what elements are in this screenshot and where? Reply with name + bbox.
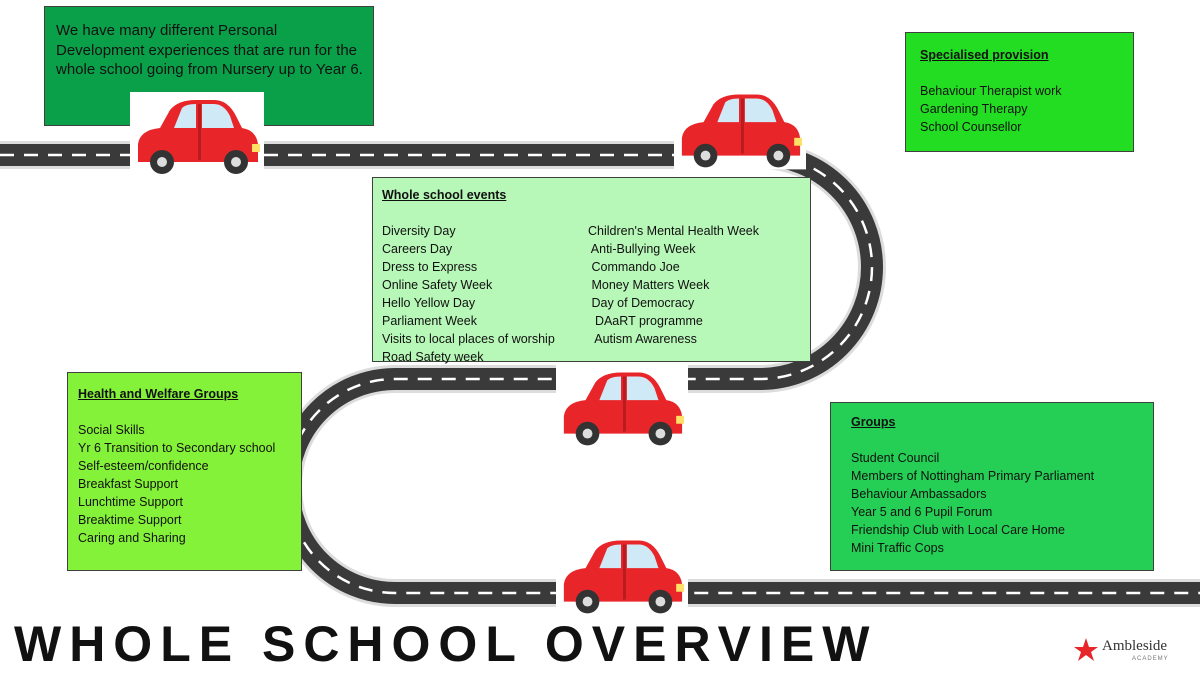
event-item: Diversity Day (382, 224, 456, 238)
car-icon (130, 92, 264, 176)
health-item: Lunchtime Support (78, 495, 183, 509)
event-item: Children's Mental Health Week (588, 224, 759, 238)
specialised-item: School Counsellor (920, 120, 1022, 134)
health-item: Caring and Sharing (78, 531, 186, 545)
events-left-column (382, 222, 588, 366)
events-right-column (588, 222, 759, 366)
logo-subtitle: ACADEMY (1132, 656, 1169, 662)
event-item: Anti-Bullying Week (588, 242, 696, 256)
health-item: Breakfast Support (78, 477, 179, 491)
groups-item: Members of Nottingham Primary Parliament (851, 469, 1095, 483)
health-item: Social Skills (78, 423, 145, 437)
health-welfare-box (67, 372, 302, 571)
event-item: Day of Democracy (588, 296, 695, 310)
health-item: Breaktime Support (78, 513, 182, 527)
event-item: Money Matters Week (588, 278, 710, 292)
specialised-heading: Specialised provision (920, 48, 1049, 62)
car-icon (674, 86, 806, 170)
event-item: Autism Awareness (588, 332, 697, 346)
event-item: Hello Yellow Day (382, 296, 476, 310)
ambleside-logo (1072, 636, 1184, 666)
health-heading: Health and Welfare Groups (78, 387, 239, 401)
groups-heading: Groups (851, 415, 896, 429)
health-item: Self-esteem/confidence (78, 459, 209, 473)
event-item: Parliament Week (382, 314, 477, 328)
groups-item: Year 5 and 6 Pupil Forum (851, 505, 993, 519)
groups-item: Mini Traffic Cops (851, 541, 944, 555)
specialised-item: Behaviour Therapist work (920, 84, 1062, 98)
specialised-item: Gardening Therapy (920, 102, 1028, 116)
event-item: Online Safety Week (382, 278, 493, 292)
groups-item: Behaviour Ambassadors (851, 487, 987, 501)
groups-item: Friendship Club with Local Care Home (851, 523, 1065, 537)
event-item: Dress to Express (382, 260, 478, 274)
logo-name: Ambleside (1102, 638, 1167, 654)
page-title: WHOLE SCHOOL OVERVIEW (14, 616, 878, 672)
event-item: Careers Day (382, 242, 453, 256)
event-item: Road Safety week (382, 350, 484, 364)
star-logo-icon (1072, 636, 1100, 664)
health-item: Yr 6 Transition to Secondary school (78, 441, 276, 455)
event-item: Visits to local places of worship (382, 332, 555, 346)
car-icon (556, 532, 688, 616)
car-icon (556, 364, 688, 448)
intro-text: We have many different Personal Development experiences that are run for the whole school going from Nursery up to Year 6. (56, 22, 363, 78)
specialised-provision-box (905, 32, 1134, 152)
whole-school-events-box (372, 177, 811, 362)
groups-box (830, 402, 1154, 571)
events-heading: Whole school events (382, 188, 507, 202)
event-item: DAaRT programme (588, 314, 703, 328)
groups-item: Student Council (851, 451, 940, 465)
event-item: Commando Joe (588, 260, 680, 274)
